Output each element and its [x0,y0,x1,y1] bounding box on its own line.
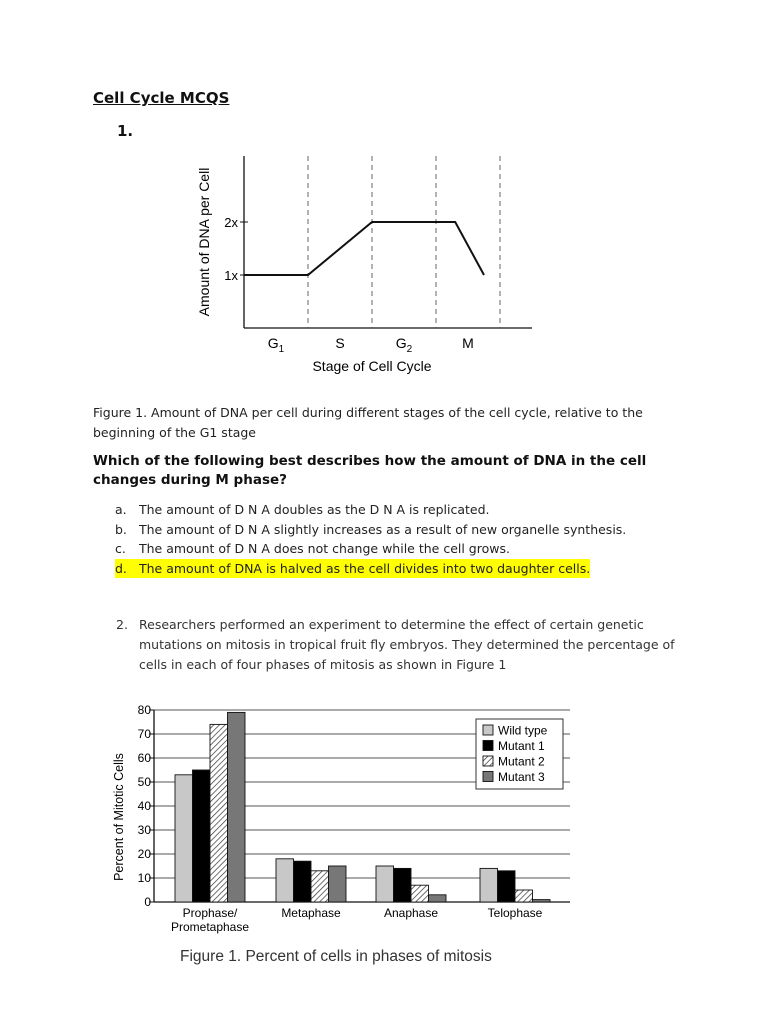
bar-mutant-2 [210,724,228,902]
question-2-number: 2. [116,617,128,632]
choice-letter: b. [115,521,127,537]
legend-label: Mutant 2 [498,754,545,769]
bar-wild-type [480,868,498,902]
legend-swatch [483,725,493,735]
x-tick-label: Metaphase [281,906,341,920]
y-tick-label: 50 [137,775,151,789]
x-tick-label-g2: $G_2$ [395,335,413,355]
y-tick-label: 1x [224,268,238,283]
mitosis-phase-bar-chart [108,700,588,940]
choice-b[interactable] [115,520,626,540]
x-tick-label: Anaphase [383,906,439,920]
choice-d[interactable] [115,559,626,579]
y-tick-label: 70 [137,727,151,741]
y-tick-label: 30 [137,823,151,837]
y-tick-label: 40 [137,799,151,813]
choice-text: The amount of D N A does not change while the cell grows. [139,541,510,556]
bar-mutant-2 [515,890,533,902]
bar-mutant-1 [498,871,516,902]
bar-mutant-1 [394,868,412,902]
document-heading: Cell Cycle MCQS [93,89,230,107]
legend-swatch [483,756,493,766]
y-axis-label: Percent of Mitotic Cells [112,753,126,881]
x-tick-label: Prometaphase [170,920,250,934]
figure-2-caption: Figure 1. Percent of cells in phases of mitosis [180,948,492,965]
bar-mutant-3 [533,900,551,902]
x-tick-label: Telophase [487,906,543,920]
y-tick-label: 10 [137,871,151,885]
y-axis-label: Amount of DNA per Cell [196,167,212,317]
choice-text: The amount of D N A slightly increases as a result of new organelle synthesis. [139,521,627,537]
bar-wild-type [276,859,294,902]
legend-label: Mutant 1 [498,739,545,753]
bar-mutant-1 [294,861,312,902]
bar-mutant-2 [411,885,429,902]
question-2 [116,615,686,675]
y-tick-label: 60 [137,751,151,765]
choice-letter: c. [115,541,126,556]
choice-text: The amount of D N A doubles as the D N A is replicated. [139,502,490,517]
bar-mutant-2 [311,871,329,902]
x-tick-label-s: S [335,335,345,351]
figure-1-caption: Figure 1. Amount of DNA per cell during different stages of the cell cycle, relative to the beginning of the G1 stage [93,405,643,440]
x-tick-label: Prophase/ [182,906,238,920]
legend [476,719,563,789]
bar-mutant-3 [429,895,447,902]
choice-letter: d. [115,559,139,579]
choice-a[interactable] [115,500,626,520]
choice-text-highlighted: The amount of DNA is halved as the cell divides into two daughter cells. [139,559,590,579]
question-1-text: Which of the following best describes how the amount of DNA in the cell changes during M phase? [93,453,647,488]
y-tick-label: 0 [144,895,151,909]
answer-choices [115,500,626,578]
choice-letter: a. [115,502,127,517]
x-tick-label-m: M [462,335,474,351]
dna-amount-line [244,222,484,275]
legend-swatch [483,772,493,782]
legend-label: Wild type [498,723,548,738]
x-tick-label-g1: $G_1$ [267,335,285,355]
y-tick-label: 80 [137,703,151,717]
y-tick-label: 20 [137,847,151,861]
bar-wild-type [376,866,394,902]
bar-mutant-3 [228,712,246,902]
bar-mutant-1 [193,770,211,902]
bar-wild-type [175,775,193,902]
question-2-text: Researchers performed an experiment to determine the effect of certain genetic mutations on mitosis in tropical fruit fly embryos. They determined the percentage of cells in each of four phases of mitosis as shown in Figure 1 [139,617,675,672]
bar-mutant-3 [329,866,347,902]
y-tick-label: 2x [224,215,238,230]
choice-c[interactable] [115,539,626,559]
question-1-number: 1. [117,122,134,140]
legend-swatch [483,741,493,751]
x-axis-label: Stage of Cell Cycle [312,358,432,374]
dna-amount-line-chart [190,150,550,385]
legend-label: Mutant 3 [498,770,545,784]
